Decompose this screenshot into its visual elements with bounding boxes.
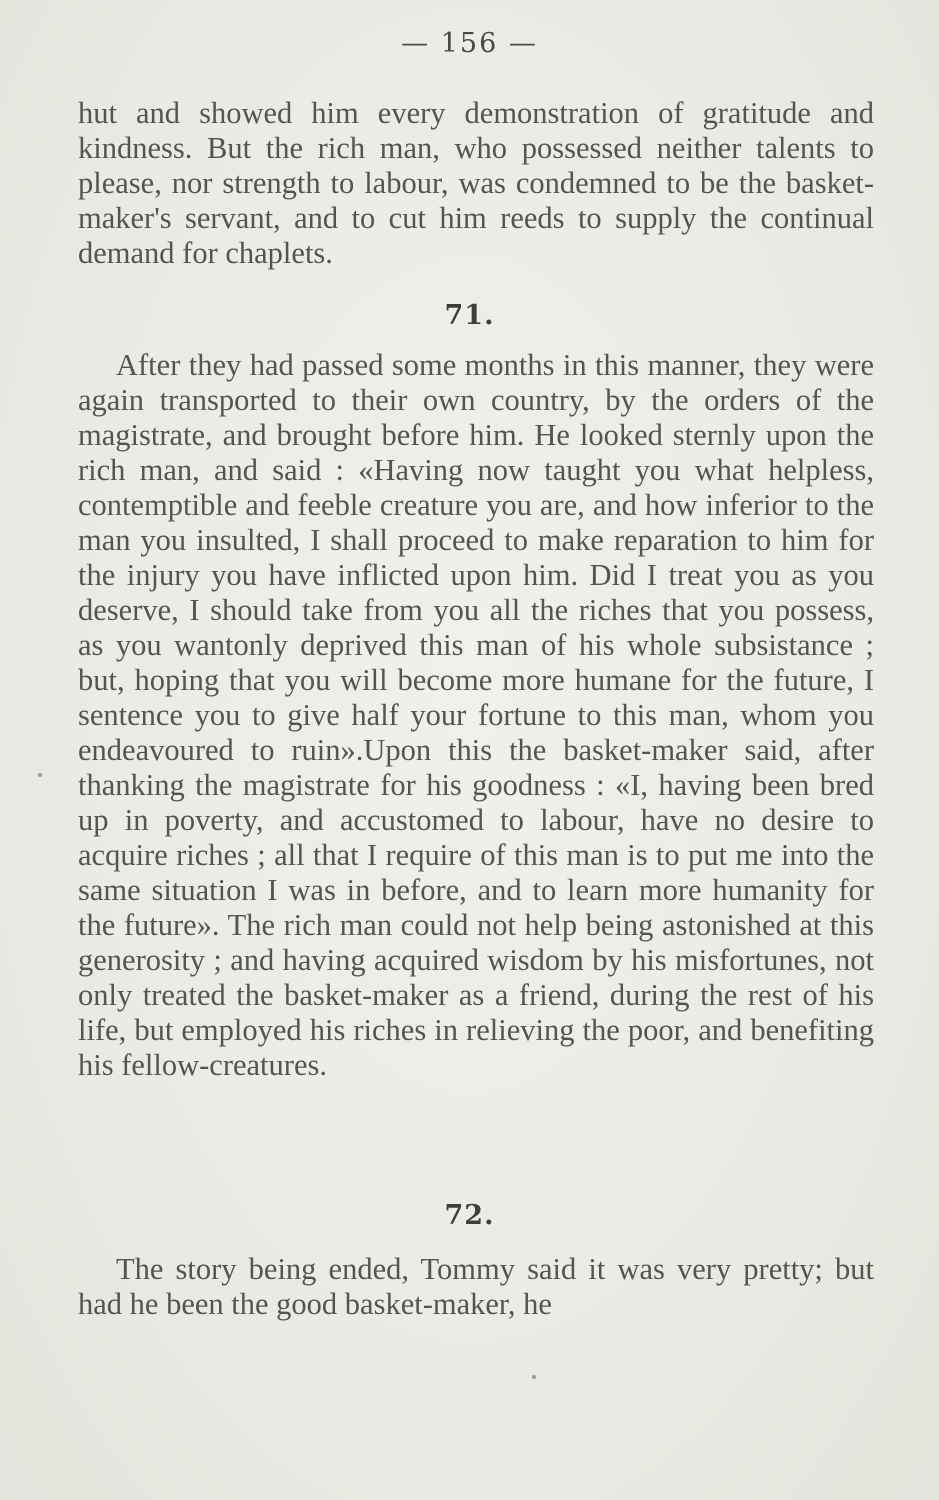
paragraph-section-71: After they had passed some months in this manner, they were again transported to their own country, by the orders of the magistrate, and brought before him. He looked sternly upon the rich man, and said : «Having now taught you what helpless, contemptible and feeble creature you are, and how inferior to the man you insulted, I shall proceed to make reparation to him for the injury you have inflicted upon him. Did I treat you as you deserve, I should take from you all the riches that you possess, as you wantonly deprived this man of his whole subsistance ; but, hoping that you will become more humane for the future, I sentence you to give half your fortune to this man, whom you endeavoured to ruin».Upon this the basket-maker said, after thanking the magistrate for his goodness : «I, having been bred up in poverty, and accustomed to labour, have no desire to acquire riches ; all that I require of this man is to put me into the same situation I was in before, and to learn more humanity for the future». The rich man could not help being astonished at this generosity ; and having acquired wisdom by his misfortunes, not only treated the basket-maker as a friend, during the rest of his life, but employed his riches in relieving the poor, and benefiting his fellow-creatures.	[78, 348, 874, 1082]
print-speck	[38, 773, 42, 777]
paragraph-continuation: hut and showed him every demonstration of gratitude and kindness. But the rich man, who possessed neither talents to please, nor strength to labour, was condemned to be the basket-maker's servant, and to cut him reeds to supply the continual demand for chaplets.	[78, 96, 874, 270]
section-number-72: 72.	[444, 1200, 495, 1231]
print-speck	[532, 1375, 536, 1379]
section-number-71: 71.	[444, 300, 495, 331]
paragraph-section-72: The story being ended, Tommy said it was very pretty; but had he been the good basket-maker, he	[78, 1252, 874, 1321]
page-number: — 156 —	[401, 28, 538, 59]
